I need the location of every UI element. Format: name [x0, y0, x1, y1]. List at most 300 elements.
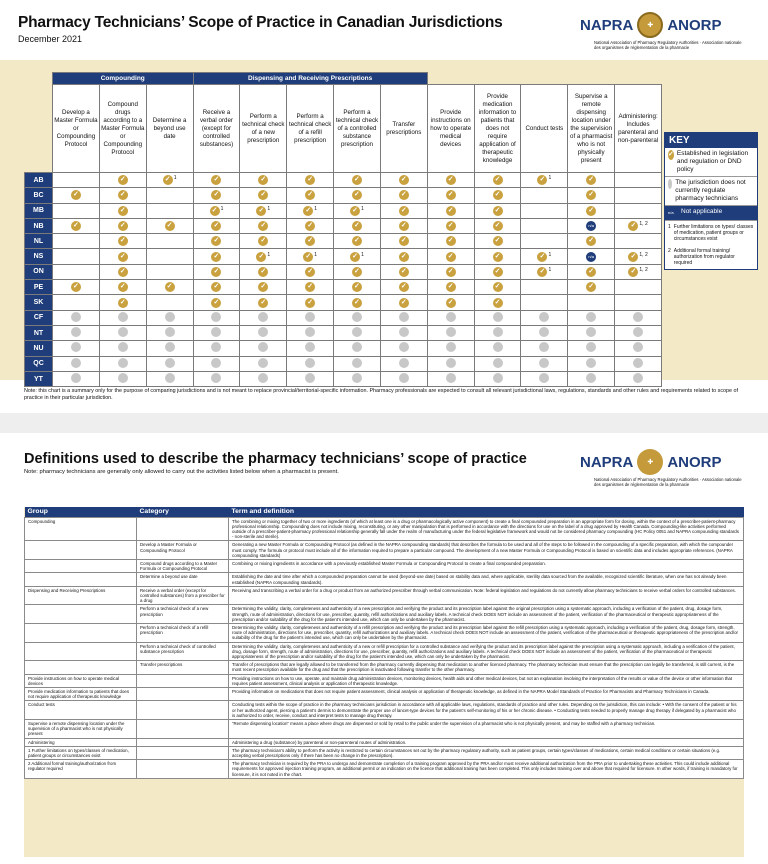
grey-dot-icon — [258, 373, 268, 383]
def-category — [137, 517, 229, 541]
check-icon: ✓ — [628, 252, 638, 262]
grid-cell — [380, 341, 427, 356]
definitions-table-panel — [24, 507, 744, 857]
grid-cell — [474, 310, 521, 325]
grey-dot-icon — [305, 312, 315, 322]
col-header: Perform a technical check of a new prescription — [240, 85, 287, 173]
grid-cell — [334, 295, 381, 310]
napra-logo-2: NAPRA ✚ ANORP National Association of Pharmacy Regulatory Authorities · Association nationale des organismes de réglementation de la pharmacie — [580, 449, 750, 493]
grey-dot-icon — [633, 342, 643, 352]
grey-dot-icon — [633, 373, 643, 383]
check-icon: ✓ — [399, 267, 409, 277]
check-icon: ✓ — [258, 175, 268, 185]
check-icon: ✓ — [399, 221, 409, 231]
check-icon: ✓ — [305, 298, 315, 308]
check-icon: ✓ — [586, 175, 596, 185]
grid-cell — [146, 203, 193, 218]
grid-cell — [146, 356, 193, 371]
grey-dot-icon — [258, 342, 268, 352]
definition-row — [25, 687, 744, 700]
grid-cell — [99, 234, 146, 249]
grid-cell — [193, 173, 240, 188]
grid-cell — [146, 234, 193, 249]
grid-cell — [99, 280, 146, 295]
grid-cell — [615, 356, 662, 371]
grid-cell — [427, 356, 474, 371]
col-header: Receive a verbal order (except for controlled substances) — [193, 85, 240, 173]
def-text: Conducting tests within the scope of practice in the pharmacy technicians jurisdiction in accordance with all applicable laws, regulations, standards of practice and other rules. Depending on the jurisdiction, this can include: • With the consent of the patient or his or her authorized agent, piercing a patient’s dermis to demonstrate the proper use of lancet-type devices for the patient’s self-monitoring of his or her chronic disease. • Conducting tests needed to properly manage drug therapy if delegated by a pharmacist who is authorized to order, receive, conduct and interpret tests to manage drug therapy. — [229, 701, 744, 720]
grid-cell — [287, 325, 334, 340]
grid-cell — [521, 280, 568, 295]
grid-cell — [474, 325, 521, 340]
grid-cell — [568, 280, 615, 295]
grid-cell — [240, 264, 287, 279]
grid-row — [25, 188, 662, 203]
grey-dot-icon — [352, 327, 362, 337]
province-label: NS — [25, 249, 53, 264]
check-icon: ✓ — [537, 267, 547, 277]
grid-cell — [568, 356, 615, 371]
grid-cell — [99, 341, 146, 356]
grey-dot-icon — [258, 327, 268, 337]
check-icon: ✓ — [493, 175, 503, 185]
col-header: Transfer prescriptions — [380, 85, 427, 173]
grey-dot-icon — [71, 312, 81, 322]
grid-cell — [427, 234, 474, 249]
grid-cell — [380, 371, 427, 386]
grey-dot-icon — [211, 342, 221, 352]
grid-cell — [474, 188, 521, 203]
grid-cell — [287, 341, 334, 356]
grey-dot-icon — [586, 327, 596, 337]
check-icon: ✓ — [399, 252, 409, 262]
province-label: YT — [25, 371, 53, 386]
grid-cell — [240, 234, 287, 249]
check-icon: ✓ — [211, 282, 221, 292]
grid-cell — [99, 218, 146, 233]
grey-dot-icon — [211, 373, 221, 383]
def-category: Develop a Master Formula or Compounding Protocol — [137, 541, 229, 560]
def-category: Receive a verbal order (except for controlled substances) from a prescriber for a drug — [137, 586, 229, 605]
check-icon: ✓ — [352, 221, 362, 231]
definition-row — [25, 642, 744, 661]
grid-cell — [193, 310, 240, 325]
check-icon: ✓ — [303, 206, 313, 216]
grey-dot-icon — [668, 179, 672, 189]
grid-cell — [99, 325, 146, 340]
grid-row — [25, 280, 662, 295]
col-header: Provide instructions on how to operate medical devices — [427, 85, 474, 173]
check-icon: ✓ — [399, 190, 409, 200]
def-category — [137, 746, 229, 759]
grey-dot-icon — [305, 327, 315, 337]
check-icon: ✓ — [493, 282, 503, 292]
grid-cell — [240, 371, 287, 386]
check-icon: ✓ — [493, 298, 503, 308]
grid-cell — [568, 218, 615, 233]
definition-row — [25, 559, 744, 572]
grid-cell — [521, 371, 568, 386]
grid-cell — [334, 310, 381, 325]
def-text: “Remote dispensing location” means a place where drugs are dispensed or sold by retail to the public under the supervision of a pharmacist who is not physically present, and may be staffed with a pharmacy technician. — [229, 720, 744, 739]
definition-row — [25, 586, 744, 605]
check-icon: ✓ — [446, 267, 456, 277]
col-header: Determine a beyond use date — [146, 85, 193, 173]
grid-cell — [334, 173, 381, 188]
col-header: Conduct tests — [521, 85, 568, 173]
grid-cell — [427, 280, 474, 295]
grid-cell — [568, 234, 615, 249]
grid-cell — [146, 371, 193, 386]
grid-row — [25, 356, 662, 371]
grid-cell — [53, 325, 100, 340]
def-group — [25, 623, 137, 642]
check-icon: ✓ — [446, 221, 456, 231]
check-icon: ✓ — [258, 267, 268, 277]
grey-dot-icon — [539, 312, 549, 322]
grid-cell — [193, 218, 240, 233]
grid-cell — [99, 249, 146, 264]
province-label: MB — [25, 203, 53, 218]
grid-cell — [146, 280, 193, 295]
grid-cell — [240, 310, 287, 325]
grid-cell — [615, 188, 662, 203]
check-icon: ✓ — [256, 206, 266, 216]
grid-row — [25, 234, 662, 249]
grey-dot-icon — [305, 358, 315, 368]
grid-row — [25, 203, 662, 218]
check-icon: ✓ — [399, 298, 409, 308]
grid-cell — [334, 341, 381, 356]
grey-dot-icon — [118, 358, 128, 368]
grid-cell: ✓ $^1$ — [193, 203, 240, 218]
grid-cell — [53, 280, 100, 295]
page-title: Pharmacy Technicians’ Scope of Practice in Canadian Jurisdictions — [18, 14, 503, 31]
check-icon: ✓ — [399, 282, 409, 292]
grid-cell — [615, 325, 662, 340]
grid-cell — [474, 295, 521, 310]
grid-cell — [568, 188, 615, 203]
grid-cell — [474, 218, 521, 233]
napra-logo: NAPRA ✚ ANORP National Association of Pharmacy Regulatory Authorities · Association nationale des organismes de réglementation de la pharmacie — [580, 12, 750, 56]
definitions-page — [0, 433, 768, 864]
grid-cell — [287, 310, 334, 325]
grey-dot-icon — [71, 327, 81, 337]
grid-cell — [53, 188, 100, 203]
scope-grid-panel — [0, 60, 768, 383]
grid-cell — [146, 264, 193, 279]
grid-cell — [380, 310, 427, 325]
check-icon: ✓ — [350, 252, 360, 262]
grid-cell — [53, 173, 100, 188]
check-icon: ✓ — [211, 267, 221, 277]
check-icon: ✓ — [399, 206, 409, 216]
check-icon: ✓ — [305, 190, 315, 200]
grid-row — [25, 371, 662, 386]
col-header: Supervise a remote dispensing location under the supervision of a pharmacist who is not physically present — [568, 85, 615, 173]
definition-row — [25, 573, 744, 586]
col-header: Compound drugs according to a Master Formula or Compounding Protocol — [99, 85, 146, 173]
grid-cell — [568, 325, 615, 340]
grid-cell — [146, 218, 193, 233]
grey-dot-icon — [305, 342, 315, 352]
def-text: Determining the validity, clarity, completeness and authenticity of a refill prescription and verifying the product and its prescription label against the refill prescription using a systematic approach, including a verification of the patient, drug, dosage form, strength, route of administration, directions for use, prescriber, quantity, refill authorizations and auxiliary labels. A technical check DOES NOT include an assessment of the patient, verification of the pharmaceutical or therapeutic appropriateness of the prescription and/or suitability of the drug for the patient’s intended use, which can only be undertaken by the pharmacist. — [229, 623, 744, 642]
grid-cell — [240, 341, 287, 356]
grey-dot-icon — [399, 373, 409, 383]
check-icon: ✓ — [493, 267, 503, 277]
check-icon: ✓ — [165, 221, 175, 231]
grey-dot-icon — [446, 342, 456, 352]
check-icon: ✓ — [628, 267, 638, 277]
grid-cell — [474, 203, 521, 218]
grid-cell — [287, 356, 334, 371]
grid-cell — [193, 325, 240, 340]
definition-row — [25, 517, 744, 541]
grey-dot-icon — [586, 373, 596, 383]
def-text: The pharmacy technician is required by the PRA to undergo and demonstrate completion of a training program approved by the PRA and/or must receive additional authorization from the PRA prior to undertaking these activities. This could include additional requirements for approved injection training program, an additional permit or an indication on the licence that additional training has been completed. This only includes training over and above that required for licensure. In other words, if training is mandatory for licensure, it is not noted in the chart. — [229, 760, 744, 779]
check-icon: ✓ — [71, 190, 81, 200]
grey-dot-icon — [258, 312, 268, 322]
grid-cell — [568, 203, 615, 218]
check-icon: ✓ — [211, 221, 221, 231]
check-icon: ✓ — [399, 236, 409, 246]
check-icon: ✓ — [118, 175, 128, 185]
def-text: Providing information on medications that does not require patient assessment, clinical analysis or application of therapeutic knowledge, as defined in the NAPRA Model Standards of Practice for Pharmacists and Pharmacy Technicians in Canada. — [229, 687, 744, 700]
grey-dot-icon — [305, 373, 315, 383]
check-icon: ✓ — [537, 175, 547, 185]
grey-dot-icon — [399, 327, 409, 337]
province-label: NT — [25, 325, 53, 340]
key-title: KEY — [665, 133, 757, 148]
check-icon: ✓ — [586, 236, 596, 246]
grid-cell — [380, 280, 427, 295]
def-group — [25, 642, 137, 661]
grid-cell — [99, 295, 146, 310]
grey-dot-icon — [633, 327, 643, 337]
def-category: Transfer prescriptions — [137, 661, 229, 674]
grid-cell — [380, 173, 427, 188]
grid-cell — [427, 310, 474, 325]
grid-cell — [99, 371, 146, 386]
grey-dot-icon — [165, 312, 175, 322]
grid-cell — [146, 188, 193, 203]
check-icon: ✓ — [446, 206, 456, 216]
grid-cell — [99, 203, 146, 218]
grid-cell — [615, 295, 662, 310]
col-header: Perform a technical check of a refill prescription — [287, 85, 334, 173]
def-category: Determine a beyond use date — [137, 573, 229, 586]
grid-cell — [193, 264, 240, 279]
grid-cell — [240, 188, 287, 203]
col-term: Term and definition — [229, 507, 744, 517]
grid-cell — [474, 280, 521, 295]
grid-cell — [521, 325, 568, 340]
grid-cell: ✓ $^1$ — [146, 173, 193, 188]
grid-cell: ✓ $^1$ — [240, 203, 287, 218]
province-label: BC — [25, 188, 53, 203]
grid-cell — [287, 173, 334, 188]
def-text: Receiving and transcribing a verbal order for a drug or product from an authorized prescriber through verbal communication. Note: federal legislation and regulations do not currently allow pharmacy technicians to receive verbal orders for controlled substances. — [229, 586, 744, 605]
grid-row — [25, 325, 662, 340]
check-icon: ✓ — [446, 236, 456, 246]
grid-cell: ✓ $^1$ — [240, 249, 287, 264]
grid-cell — [427, 218, 474, 233]
grid-cell — [380, 203, 427, 218]
grid-cell — [334, 218, 381, 233]
check-icon: ✓ — [352, 190, 362, 200]
grey-dot-icon — [399, 358, 409, 368]
grey-dot-icon — [71, 342, 81, 352]
grid-cell — [334, 280, 381, 295]
grid-cell — [474, 371, 521, 386]
grid-cell — [287, 264, 334, 279]
check-icon: ✓ — [446, 190, 456, 200]
grid-cell: ✓ $^1$ — [521, 264, 568, 279]
definition-row — [25, 605, 744, 624]
chart-note: Note: this chart is a summary only for the purpose of comparing jurisdictions and is not meant to replace provincial/territorial-specific information. Pharmacy professionals are expected to consult all relevant jurisdictional laws, regulations, standards and other rules and requirements related to scope of practice in their particular jurisdiction. — [24, 388, 739, 401]
def-text: Transfer of prescriptions that are legally allowed to be transferred from the pharmacy currently dispensing that medication to another licenced pharmacy. The pharmacy technician must ensure that the prescription can legally be transferred, is still current, is the most recent prescription available for the drug and that the prescription is inactivated following transfer to the other pharmacy. — [229, 661, 744, 674]
check-icon: ✓ — [71, 221, 81, 231]
def-text: Establishing the date and time after which a compounded preparation cannot be used (beyond-use date) based on stability data and, where applicable, sterility data sourced from the available, recognized scientific literature, when one has not already been established (NAPRA compounding standards). — [229, 573, 744, 586]
grey-dot-icon — [211, 358, 221, 368]
check-icon: ✓ — [163, 175, 173, 185]
grey-dot-icon — [165, 358, 175, 368]
def-category — [137, 738, 229, 746]
check-icon: ✓ — [399, 175, 409, 185]
def-group: Conduct tests — [25, 701, 137, 720]
grid-cell — [53, 341, 100, 356]
grid-cell — [380, 249, 427, 264]
grey-dot-icon — [211, 327, 221, 337]
grey-dot-icon — [118, 373, 128, 383]
grid-cell — [615, 234, 662, 249]
def-group: Administering — [25, 738, 137, 746]
grid-cell — [334, 188, 381, 203]
grid-cell — [380, 264, 427, 279]
grid-cell — [521, 310, 568, 325]
page-date: December 2021 — [18, 34, 83, 44]
province-label: PE — [25, 280, 53, 295]
grid-cell — [427, 188, 474, 203]
col-category: Category — [137, 507, 229, 517]
grey-dot-icon — [352, 373, 362, 383]
grid-cell — [287, 295, 334, 310]
definition-row — [25, 720, 744, 739]
seal-icon: ✚ — [637, 449, 663, 475]
grid-cell — [380, 356, 427, 371]
def-category — [137, 760, 229, 779]
grid-cell — [193, 341, 240, 356]
grid-cell — [53, 356, 100, 371]
check-icon: ✓ — [305, 236, 315, 246]
group-compounding: Compounding — [53, 73, 194, 85]
grid-cell — [334, 264, 381, 279]
grid-cell — [568, 310, 615, 325]
definition-row — [25, 760, 744, 779]
grid-cell — [334, 325, 381, 340]
grid-cell — [240, 356, 287, 371]
grid-cell: ✓ $^1$ — [287, 203, 334, 218]
def-text: The combining or mixing together of two or more ingredients (of which at least one is a drug or pharmacologically active component) to create a final compounded preparation in an appropriate form for dosing, within the context of a prescriber-patient-pharmacy professional relationship. Compounding does not include mixing, reconstituting, or any other manipulation that is performed in accordance with the directions for use on the label of a drug approved by Health Canada. Compounding-like activities performed outside of a prescriber-patient-pharmacy professional relationship generally fall under the realm of manufacturing under the federal legislative framework and would not be considered pharmacy compounding (HC Policy 0051 and NAPRA compounding standards - non-sterile and sterile). — [229, 517, 744, 541]
grid-cell — [615, 371, 662, 386]
grid-cell — [568, 341, 615, 356]
grey-dot-icon — [493, 358, 503, 368]
def-category — [137, 674, 229, 687]
grid-cell — [568, 249, 615, 264]
grey-dot-icon — [118, 312, 128, 322]
grid-row — [25, 264, 662, 279]
grey-dot-icon — [118, 327, 128, 337]
grid-cell — [146, 341, 193, 356]
definitions-table — [24, 507, 744, 779]
def-category: Perform a technical check of a refill prescription — [137, 623, 229, 642]
province-label: SK — [25, 295, 53, 310]
grid-cell — [380, 188, 427, 203]
grid-cell — [287, 280, 334, 295]
def-category: Perform a technical check of a new prescription — [137, 605, 229, 624]
grey-dot-icon — [211, 312, 221, 322]
grey-dot-icon — [165, 342, 175, 352]
seal-icon: ✚ — [637, 12, 663, 38]
grey-dot-icon — [493, 312, 503, 322]
def-category — [137, 720, 229, 739]
check-icon: ✓ — [305, 282, 315, 292]
grid-cell — [53, 203, 100, 218]
def-group — [25, 541, 137, 560]
grid-cell — [521, 218, 568, 233]
check-icon: ✓ — [118, 267, 128, 277]
group-dispensing: Dispensing and Receiving Prescriptions — [193, 73, 427, 85]
check-icon: ✓ — [493, 190, 503, 200]
grid-cell — [474, 341, 521, 356]
check-icon: ✓ — [165, 282, 175, 292]
grid-cell — [53, 264, 100, 279]
grid-row — [25, 295, 662, 310]
check-icon: ✓ — [446, 175, 456, 185]
def-group — [25, 661, 137, 674]
check-icon: ✓ — [71, 282, 81, 292]
na-icon: n/a — [586, 221, 596, 231]
grid-cell — [521, 341, 568, 356]
check-icon: ✓ — [118, 190, 128, 200]
scope-grid — [24, 72, 662, 387]
grid-cell — [521, 203, 568, 218]
grid-cell — [99, 173, 146, 188]
grid-cell — [427, 264, 474, 279]
grid-cell — [334, 356, 381, 371]
def-text: Administering a drug (substance) by parenteral or non-parenteral routes of administration. — [229, 738, 744, 746]
grey-dot-icon — [633, 312, 643, 322]
definitions-title: Definitions used to describe the pharmacy technicians’ scope of practice — [24, 451, 527, 467]
grid-cell — [99, 310, 146, 325]
grid-cell: ✓ $^1$ — [521, 249, 568, 264]
check-icon: ✓ — [118, 252, 128, 262]
grid-cell — [427, 341, 474, 356]
check-icon: ✓ — [118, 236, 128, 246]
check-icon: ✓ — [446, 282, 456, 292]
grey-dot-icon — [165, 327, 175, 337]
check-icon: ✓ — [586, 206, 596, 216]
grid-cell — [427, 325, 474, 340]
check-icon: ✓ — [352, 298, 362, 308]
grey-dot-icon — [586, 312, 596, 322]
grid-cell — [53, 371, 100, 386]
check-icon: ✓ — [258, 221, 268, 231]
province-label: QC — [25, 356, 53, 371]
grid-cell — [474, 173, 521, 188]
grid-cell — [615, 173, 662, 188]
grid-cell: ✓ $^{1, 2}$ — [615, 249, 662, 264]
